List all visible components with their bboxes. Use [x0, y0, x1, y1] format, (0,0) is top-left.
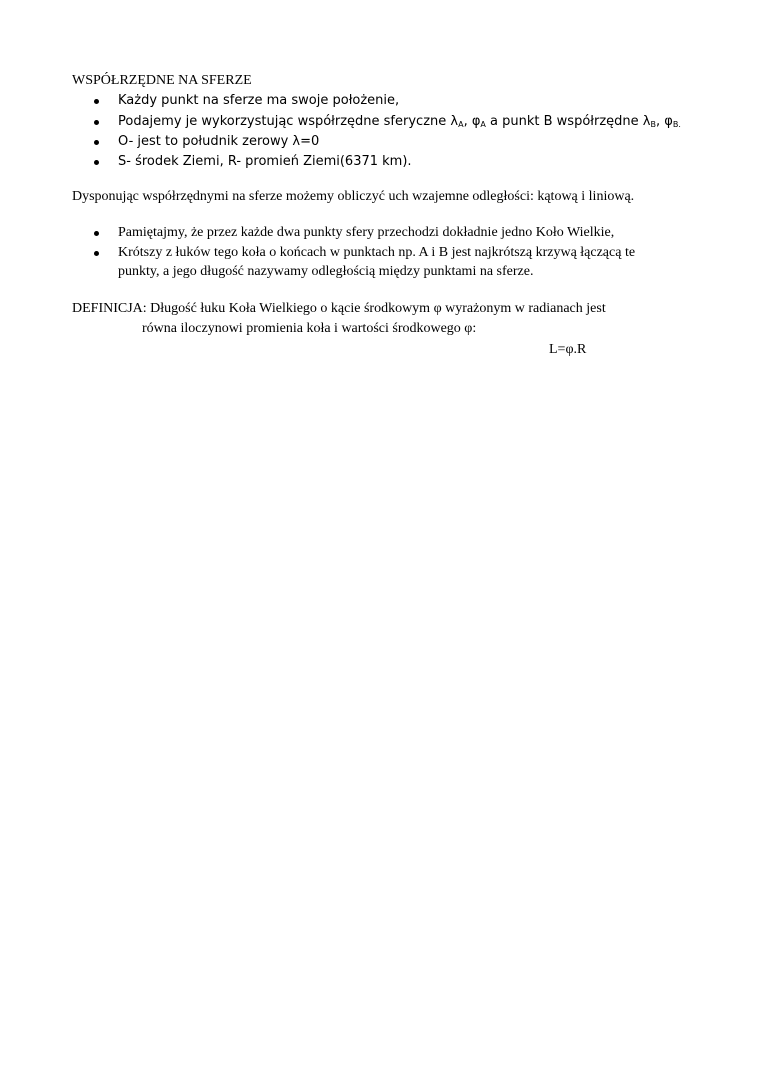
paragraph: Dysponując współrzędnymi na sferze możemy obliczyć uch wzajemne odległości: kątową i liniową. — [72, 189, 635, 204]
phi-symbol: φ — [471, 114, 481, 129]
list-item: S- środek Ziemi, R- promień Ziemi(6371 km). — [118, 154, 412, 169]
bullet — [94, 99, 99, 104]
phi-symbol: φ — [664, 114, 673, 129]
definition-text: DEFINICJA: Długość łuku Koła Wielkiego o kącie środkowym φ wyrażonym w radianach jest — [72, 301, 606, 316]
lambda-symbol: λ — [450, 114, 459, 129]
lambda-symbol: λ — [642, 114, 651, 129]
separator: , — [463, 114, 472, 129]
list-item-text: Podajemy je wykorzystując współrzędne sferyczne — [118, 114, 451, 129]
subscript: B — [650, 120, 656, 129]
subscript: B. — [672, 120, 681, 129]
bullet — [94, 120, 99, 125]
list-item-continuation: punkty, a jego długość nazywamy odległością między punktami na sferze. — [118, 264, 534, 279]
bullet — [94, 251, 99, 256]
subscript: A — [458, 120, 464, 129]
definition-text: równa iloczynowi promienia koła i wartości środkowego φ: — [142, 321, 477, 336]
bullet — [94, 140, 99, 145]
formula: L=φ.R — [549, 342, 587, 357]
list-item-text: a punkt B współrzędne — [485, 114, 643, 129]
list-item: Pamiętajmy, że przez każde dwa punkty sfery przechodzi dokładnie jedno Koło Wielkie, — [118, 225, 615, 240]
list-item: O- jest to południk zerowy λ=0 — [118, 134, 320, 149]
bullet — [94, 160, 99, 165]
subscript: A — [480, 120, 486, 129]
list-item — [118, 112, 681, 132]
list-item: Każdy punkt na sferze ma swoje położenie, — [118, 93, 400, 108]
bullet — [94, 231, 99, 236]
separator: , — [655, 114, 665, 129]
section-heading: WSPÓŁRZĘDNE NA SFERZE — [72, 73, 252, 88]
list-item: Krótszy z łuków tego koła o końcach w punktach np. A i B jest najkrótszą krzywą łączącą te — [118, 245, 636, 260]
